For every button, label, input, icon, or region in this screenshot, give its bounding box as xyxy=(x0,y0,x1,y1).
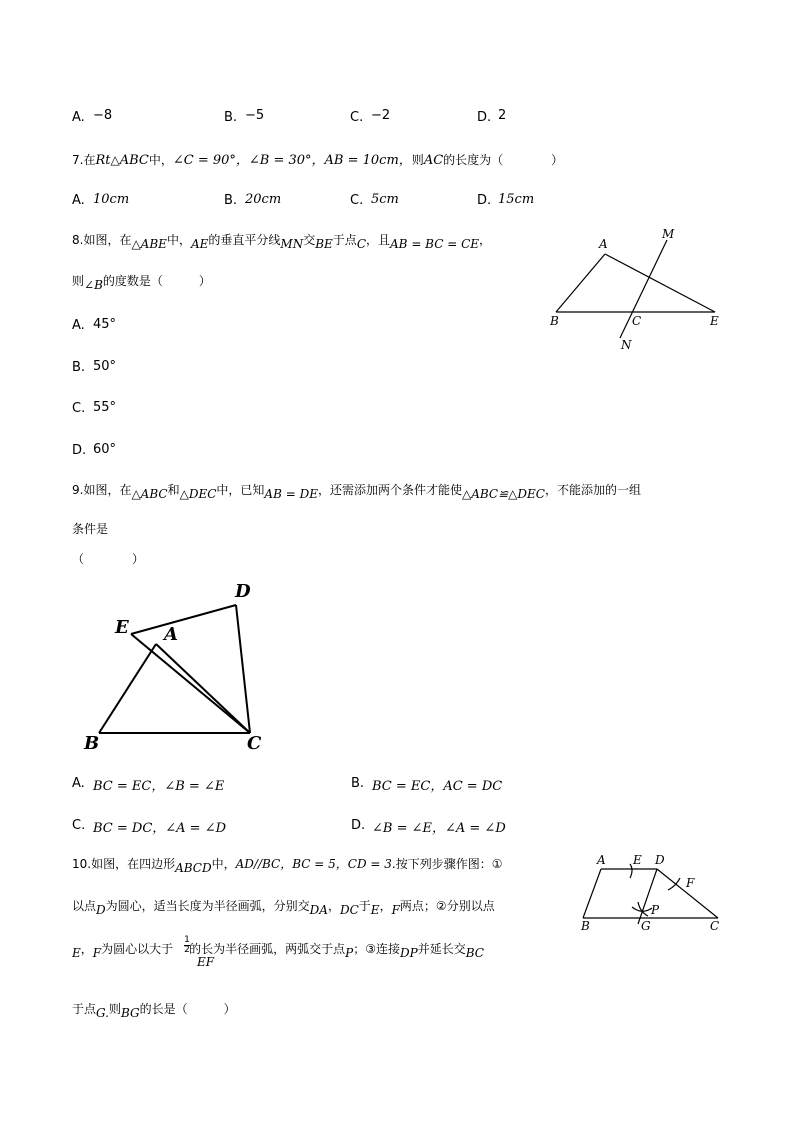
q10-label-d: D xyxy=(655,853,665,867)
q9-stem-1: 9.如图，在 xyxy=(72,483,132,497)
q8-option-d-letter: D. xyxy=(72,443,87,458)
q10-point-e-2: E xyxy=(72,946,81,960)
q10-conditions: AD//BC，BC = 5，CD = 3. xyxy=(235,857,396,871)
q9-label-c: C xyxy=(247,733,262,754)
q10-line2-3: ， xyxy=(327,899,340,913)
q9-triangle-abc: △ABC xyxy=(131,487,168,501)
q8-stem-7: ， xyxy=(479,233,492,247)
q10-line3-4: ； xyxy=(353,942,366,956)
q9-stem-5: ，不能添加的一组 xyxy=(544,483,641,497)
q7-conditions: ∠C = 90°，∠B = 30°，AB = 10cm， xyxy=(172,153,412,168)
q10-line2-7: 分别以点 xyxy=(446,899,495,913)
q8-option-c-letter: C. xyxy=(72,401,86,416)
q9-stem-line2: 条件是 xyxy=(72,522,109,536)
q7-option-a-letter: A. xyxy=(72,193,85,208)
q9-option-b-text: BC = EC，AC = DC xyxy=(372,779,503,794)
q8-line-mn: MN xyxy=(280,237,304,251)
q10-label-a: A xyxy=(597,853,606,867)
q7-stem-3: 则 xyxy=(411,153,424,167)
q9-congruence: △ABC≌△DEC xyxy=(461,487,545,501)
q10-label-c: C xyxy=(710,919,720,933)
q10-line2-6: 两点； xyxy=(399,899,436,913)
q10-segment-dp: DP xyxy=(400,946,418,960)
q7-triangle-name: ABC xyxy=(119,153,149,168)
q8-equation: AB = BC = CE xyxy=(390,237,480,251)
q10-line2-1: 以点 xyxy=(72,899,97,913)
q9-option-a-text: BC = EC，∠B = ∠E xyxy=(93,779,225,794)
q9-answer-blank: （ ） xyxy=(72,552,145,566)
q10-line1-2: 中， xyxy=(211,857,236,871)
q10-point-d: D xyxy=(96,903,106,917)
q9-label-d: D xyxy=(235,581,251,602)
q10-segment-ef: EF xyxy=(197,955,215,969)
q7-stem-4: 的长度为（ ） xyxy=(443,153,564,167)
q7-triangle-symbol: △ xyxy=(110,153,120,167)
q7-option-d-letter: D. xyxy=(477,193,492,208)
q8-stem-6: ，且 xyxy=(366,233,391,247)
q10-segment-bg: BG xyxy=(121,1006,140,1020)
q10-line2-4: 于 xyxy=(358,899,371,913)
q10-point-f: F xyxy=(391,903,400,917)
q6-option-a-letter: A. xyxy=(72,110,85,125)
q10-point-g: G. xyxy=(96,1006,109,1020)
q9-option-c-text: BC = DC，∠A = ∠D xyxy=(93,821,227,836)
q8-triangle: △ABE xyxy=(131,237,167,251)
q6-option-d-letter: D. xyxy=(477,110,492,125)
q10-step1-mark: ① xyxy=(491,857,503,871)
q10-point-p: P xyxy=(345,946,354,960)
q10-line3-6: 并延长交 xyxy=(417,942,466,956)
q10-fraction-denominator: 2 xyxy=(184,945,190,955)
q8-label-c: C xyxy=(632,314,642,328)
q7-stem-2: 中， xyxy=(148,153,173,167)
q10-point-e: E xyxy=(370,903,380,917)
q9-option-d-text: ∠B = ∠E，∠A = ∠D xyxy=(372,821,506,836)
q7-option-c-text: 5cm xyxy=(371,192,399,207)
q10-line4-2: 则 xyxy=(109,1002,122,1016)
q8-option-a-letter: A. xyxy=(72,318,85,333)
q9-stem-2: 和 xyxy=(167,483,180,497)
q10-label-e: E xyxy=(633,853,642,867)
q10-arc-e xyxy=(630,864,632,878)
q10-label-f: F xyxy=(686,876,695,890)
q10-quadrilateral: ABCD xyxy=(175,861,212,875)
q10-segment-dc: DC xyxy=(339,903,359,917)
q6-option-c-letter: C. xyxy=(350,110,364,125)
q10-label-g: G xyxy=(641,919,651,933)
q10-line2-5: ， xyxy=(379,899,392,913)
q9-option-d-letter: D. xyxy=(351,818,366,833)
q7-option-b-letter: B. xyxy=(224,193,238,208)
q8-option-b-text: 50° xyxy=(93,359,117,374)
q8-segment-ae: AE xyxy=(190,237,209,251)
q9-stem-4: ，还需添加两个条件才能使 xyxy=(317,483,462,497)
q9-equation: AB = DE xyxy=(264,487,318,501)
q6-option-b-letter: B. xyxy=(224,110,238,125)
q8-segment-be: BE xyxy=(315,237,333,251)
q8-label-m: M xyxy=(662,227,675,241)
q9-option-c-letter: C. xyxy=(72,818,86,833)
q10-line1-1: 10.如图，在四边形 xyxy=(72,857,176,871)
q7-segment-ac: AC xyxy=(423,153,444,168)
q10-line3-2: 为圆心以大于 xyxy=(101,942,174,956)
q10-step3-mark: ③ xyxy=(365,942,376,956)
q10-line3-1: ， xyxy=(80,942,93,956)
q8-stem-5: 于点 xyxy=(332,233,357,247)
q10-line3-3: 的长为半径画弧，两弧交于点 xyxy=(189,942,346,956)
q7-option-b-text: 20cm xyxy=(245,192,282,207)
q6-option-c-text: −2 xyxy=(371,108,391,123)
q8-stem-3: 的垂直平分线 xyxy=(208,233,281,247)
q6-option-b-text: −5 xyxy=(245,108,265,123)
q7-option-a-text: 10cm xyxy=(93,192,130,207)
q10-label-b: B xyxy=(581,919,590,933)
q8-option-c-text: 55° xyxy=(93,400,117,415)
q8-stem-1: 8.如图，在 xyxy=(72,233,132,247)
q6-option-d-text: 2 xyxy=(498,108,507,123)
q8-stem-4: 交 xyxy=(303,233,316,247)
q9-label-b: B xyxy=(84,733,100,754)
q8-option-d-text: 60° xyxy=(93,442,117,457)
q8-label-n: N xyxy=(621,338,632,352)
q8-label-a: A xyxy=(599,237,608,251)
q10-segment-da: DA xyxy=(309,903,328,917)
q8-label-e: E xyxy=(710,314,719,328)
q9-option-b-letter: B. xyxy=(351,776,365,791)
q10-line3-5: 连接 xyxy=(376,942,401,956)
q10-line2-2: 为圆心，适当长度为半径画弧，分别交 xyxy=(105,899,310,913)
q10-line1-3: 按下列步骤作图： xyxy=(395,857,492,871)
q10-step2-mark: ② xyxy=(435,899,447,913)
q10-fraction-numerator: 1 xyxy=(184,935,190,945)
q8-label-b: B xyxy=(550,314,559,328)
q9-triangle-dec: △DEC xyxy=(179,487,217,501)
q8-stem-2: 中， xyxy=(166,233,191,247)
q6-option-a-text: −8 xyxy=(93,108,113,123)
q10-label-p: P xyxy=(651,903,660,917)
q8-angle-b: ∠B xyxy=(84,278,103,292)
q8-point-c: C xyxy=(356,237,366,251)
q9-stem-3: 中，已知 xyxy=(216,483,265,497)
q9-option-a-letter: A. xyxy=(72,776,85,791)
q8-option-b-letter: B. xyxy=(72,360,86,375)
q9-label-e: E xyxy=(115,617,129,638)
q10-line4-3: 的长是（ ） xyxy=(139,1002,236,1016)
q8-option-a-text: 45° xyxy=(93,317,117,332)
q8-line2-1: 则 xyxy=(72,274,85,288)
q10-segment-bc: BC xyxy=(465,946,484,960)
q9-label-a: A xyxy=(164,624,178,645)
q10-point-f-2: F xyxy=(92,946,102,960)
q10-line4-1: 于点 xyxy=(72,1002,97,1016)
q7-option-d-text: 15cm xyxy=(498,192,535,207)
q7-option-c-letter: C. xyxy=(350,193,364,208)
q8-line2-2: 的度数是（ ） xyxy=(102,274,211,288)
q7-rt: Rt xyxy=(95,153,111,168)
q7-stem-1: 7.在 xyxy=(72,153,96,167)
q10-segment-ab-line xyxy=(583,869,601,918)
